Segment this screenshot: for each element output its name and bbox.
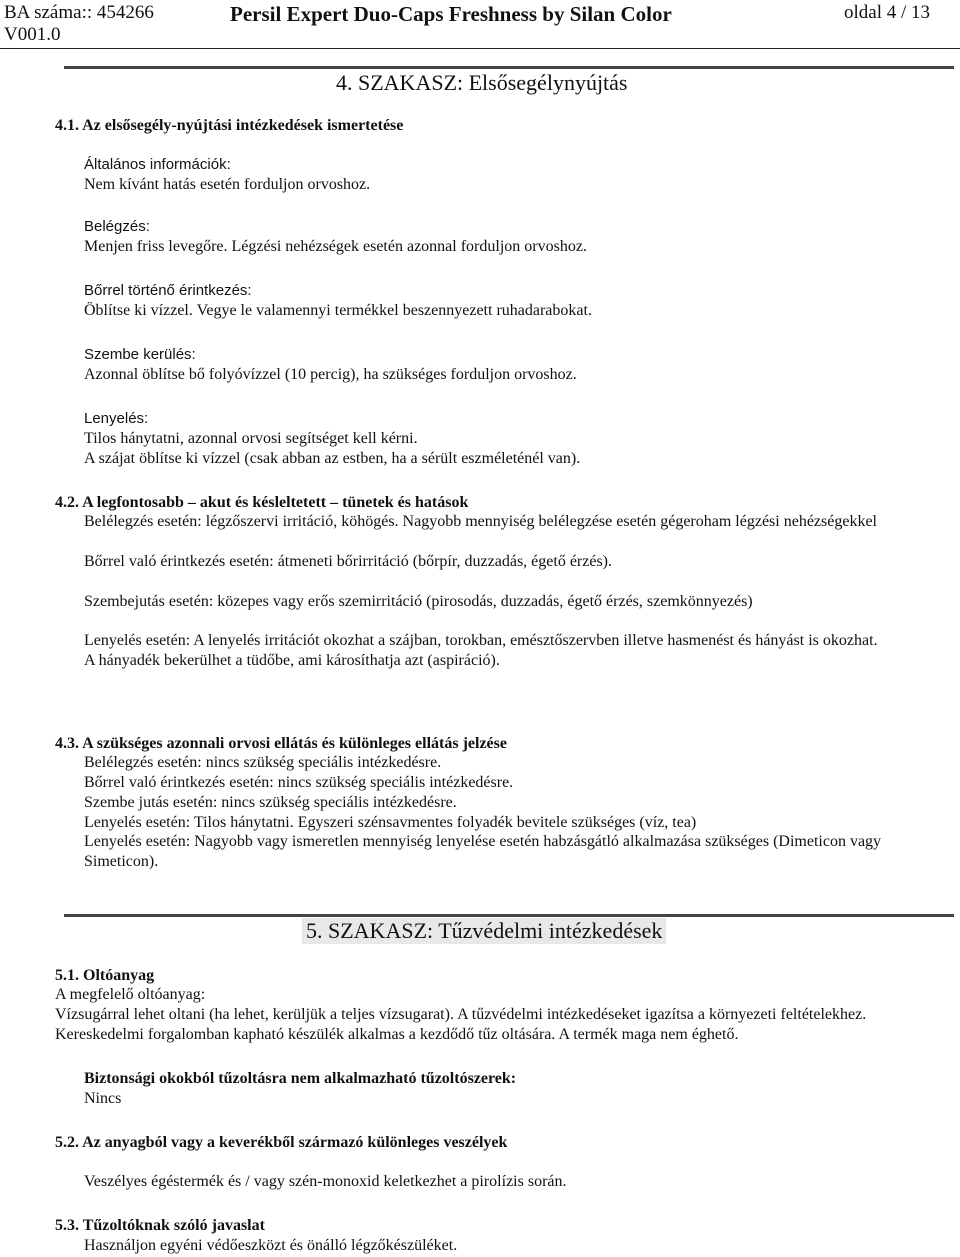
eye-contact-label: Szembe kerülés: [84, 346, 196, 363]
treatment-skin: Bőrrel való érintkezés esetén: nincs szükség speciális intézkedésre. [84, 774, 514, 791]
suitable-media-line-1: Vízsugárral lehet oltani (ha lehet, kerüljük a teljes vízsugarat). A tűzvédelmi intézkedéseket igazítsa a környezeti feltételekhez. [55, 1006, 867, 1023]
symptom-inhalation: Belélegzés esetén: légzőszervi irritáció, köhögés. Nagyobb mennyiség belélegzése esetén gégeroham légzési nehézségekkel [84, 513, 877, 530]
section-4-1-heading: 4.1. Az elsősegély-nyújtási intézkedések ismertetése [55, 117, 404, 134]
document-number: BA száma:: 454266 [4, 2, 154, 23]
section-4-title: 4. SZAKASZ: Elsősegélynyújtás [332, 70, 632, 96]
page-indicator: oldal 4 / 13 [844, 2, 931, 23]
ingestion-text-1: Tilos hánytatni, azonnal orvosi segítséget kell kérni. [84, 430, 418, 447]
symptom-skin: Bőrrel való érintkezés esetén: átmeneti bőrirritáció (bőrpír, duzzadás, égető érzés). [84, 553, 613, 570]
general-info-text: Nem kívánt hatás esetén forduljon orvoshoz. [84, 176, 371, 193]
suitable-media-line-2: Kereskedelmi forgalomban kapható készülék alkalmas a kezdődő tűz oltására. A termék maga nem éghető. [55, 1026, 739, 1043]
section-4-2-heading: 4.2. A legfontosabb – akut és késleltetett – tünetek és hatások [55, 494, 469, 511]
document-version: V001.0 [4, 24, 61, 45]
ingestion-text-2: A szájat öblítse ki vízzel (csak abban az estben, ha a sérült eszméleténél van). [84, 450, 581, 467]
section-5-1-heading: 5.1. Oltóanyag [55, 967, 155, 984]
section-5-2-heading: 5.2. Az anyagból vagy a keverékből származó különleges veszélyek [55, 1134, 508, 1151]
special-hazards-text: Veszélyes égéstermék és / vagy szén-monoxid keletkezhet a pirolízis során. [84, 1173, 567, 1190]
treatment-inhalation: Belélegzés esetén: nincs szükség speciális intézkedésre. [84, 754, 442, 771]
product-title: Persil Expert Duo-Caps Freshness by Silan Color [230, 2, 672, 26]
firefighter-advice-text: Használjon egyéni védőeszközt és önálló légzőkészüléket. [84, 1237, 458, 1254]
treatment-ingestion-1: Lenyelés esetén: Tilos hánytatni. Egyszeri szénsavmentes folyadék bevitele szükséges (víz, tea) [84, 814, 697, 831]
section-4-3-heading: 4.3. A szükséges azonnali orvosi ellátás és különleges ellátás jelzése [55, 735, 507, 752]
suitable-media-label: A megfelelő oltóanyag: [55, 986, 206, 1003]
eye-contact-text: Azonnal öblítse bő folyóvízzel (10 percig), ha szükséges forduljon orvoshoz. [84, 366, 577, 383]
inhalation-label: Belégzés: [84, 218, 150, 235]
symptom-eye: Szembejutás esetén: közepes vagy erős szemirritáció (pirosodás, duzzadás, égető érzés, szemkönnyezés) [84, 593, 753, 610]
header-divider [0, 48, 960, 49]
section-5-3-heading: 5.3. Tűzoltóknak szóló javaslat [55, 1217, 265, 1234]
ingestion-label: Lenyelés: [84, 410, 149, 427]
symptom-ingestion-1: Lenyelés esetén: A lenyelés irritációt okozhat a szájban, torokban, emésztőszervben illetve hasmenést és hányást is okozhat. [84, 632, 878, 649]
skin-contact-label: Bőrrel történő érintkezés: [84, 282, 252, 299]
unsuitable-media-value: Nincs [84, 1090, 122, 1107]
unsuitable-media-label: Biztonsági okokból tűzoltásra nem alkalmazható tűzoltószerek: [84, 1070, 517, 1087]
treatment-eye: Szembe jutás esetén: nincs szükség speciális intézkedésre. [84, 794, 457, 811]
treatment-ingestion-2: Lenyelés esetén: Nagyobb vagy ismeretlen mennyiség lenyelése esetén habzásgátló alkalmazása szükséges (Dimeticon vagy [84, 833, 882, 850]
treatment-ingestion-3: Simeticon). [84, 853, 159, 870]
section-5-title: 5. SZAKASZ: Tűzvédelmi intézkedések [302, 918, 666, 944]
symptom-ingestion-2: A hányadék bekerülhet a tüdőbe, ami károsíthatja azt (aspiráció). [84, 652, 500, 669]
inhalation-text: Menjen friss levegőre. Légzési nehézségek esetén azonnal forduljon orvoshoz. [84, 238, 587, 255]
skin-contact-text: Öblítse ki vízzel. Vegye le valamennyi termékkel beszennyezett ruhadarabokat. [84, 302, 592, 319]
general-info-label: Általános információk: [84, 156, 231, 173]
